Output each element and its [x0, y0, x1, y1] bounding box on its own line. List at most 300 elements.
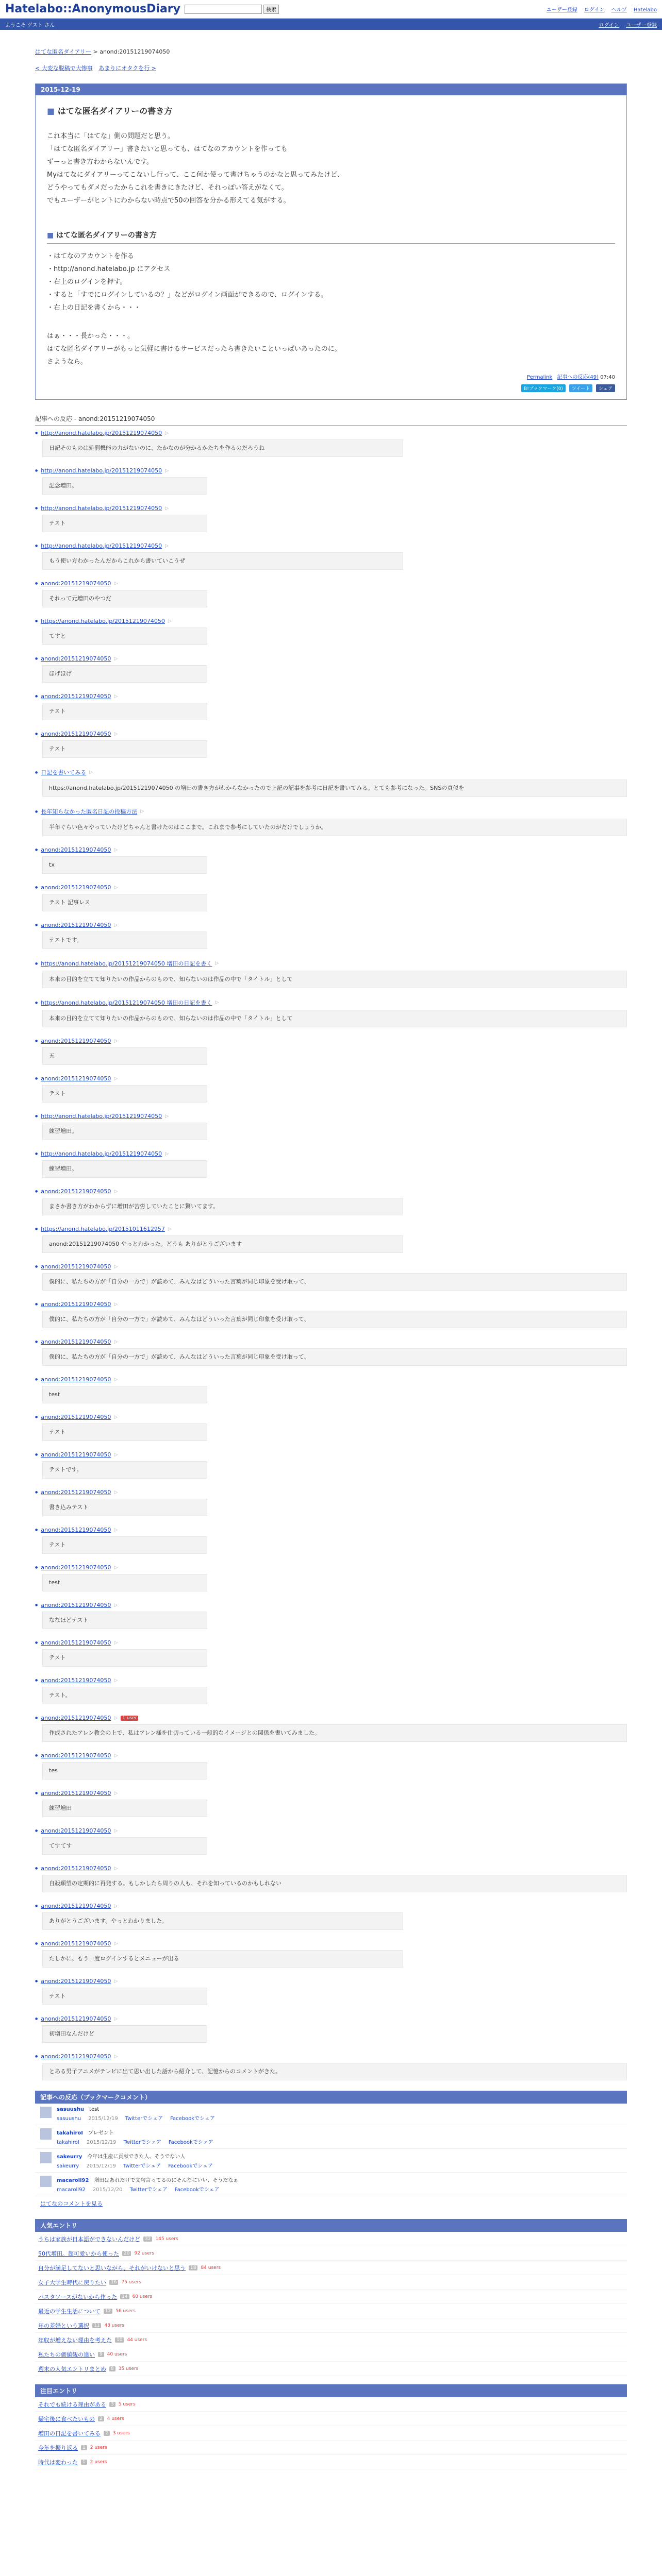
users-badge[interactable]: 56 users — [115, 2308, 136, 2314]
comment-item — [35, 580, 627, 607]
comment-link[interactable]: ● anond:20151219074050 — [41, 1677, 111, 1684]
comment-link[interactable]: ● anond:20151219074050 — [41, 1451, 111, 1458]
reply-arrow-icon[interactable]: ▷ — [114, 1677, 118, 1683]
comment-title — [35, 2053, 627, 2060]
comment-link[interactable]: ● https://anond.hatelabo.jp/20151219074050 増田の日記を書く — [41, 960, 212, 967]
reply-arrow-icon[interactable]: ▷ — [168, 618, 172, 624]
reply-arrow-icon[interactable]: ▷ — [114, 1414, 118, 1420]
bookmark-button[interactable]: B!ブックマーク(0) — [521, 384, 566, 392]
reply-arrow-icon[interactable]: ▷ — [114, 1452, 118, 1458]
comment-item — [35, 1639, 627, 1667]
bookmark-user[interactable]: sakeurry — [57, 2154, 82, 2160]
help-link[interactable]: ヘルプ — [611, 7, 627, 13]
comment-link[interactable]: ● 日記を書いてみる — [41, 769, 87, 776]
comment-body: 作成されたアレン教会の上で、私はアレン様を仕切っている一般的なイメージとの関係を書いてみました。 — [42, 1724, 627, 1742]
users-badge[interactable]: 92 users — [134, 2250, 155, 2256]
comment-link[interactable]: ● https://anond.hatelabo.jp/20151011612957 — [41, 1226, 165, 1232]
reply-arrow-icon[interactable]: ▷ — [215, 1000, 219, 1005]
comment-item — [35, 693, 627, 720]
reply-arrow-icon[interactable]: ▷ — [215, 961, 219, 966]
comment-link[interactable]: ● http://anond.hatelabo.jp/20151219074050 — [41, 1113, 162, 1120]
comment-item — [35, 1489, 627, 1516]
comment-item — [35, 618, 627, 645]
ranking-link[interactable]: パスタソースがないから作った — [38, 2293, 118, 2300]
reply-arrow-icon[interactable]: ▷ — [114, 1489, 118, 1495]
reply-arrow-icon[interactable]: ▷ — [114, 1189, 118, 1194]
register-link-2[interactable]: ユーザー登録 — [626, 22, 657, 28]
search-input[interactable] — [185, 5, 262, 14]
ranking-row — [35, 2441, 627, 2455]
comment-link[interactable]: ● http://anond.hatelabo.jp/20151219074050 — [41, 1150, 162, 1157]
reply-arrow-icon[interactable]: ▷ — [114, 1038, 118, 1044]
comment-link[interactable]: ● anond:20151219074050 — [41, 2015, 111, 2022]
bookmark-comment: test — [89, 2107, 100, 2112]
reply-arrow-icon[interactable]: ▷ — [114, 1866, 118, 1871]
responses-link[interactable]: 記事への反応(49) — [557, 375, 599, 380]
comment-link[interactable]: ● anond:20151219074050 — [41, 1301, 111, 1308]
comment-item — [35, 505, 627, 532]
comment-title — [35, 1301, 627, 1308]
comment-body: テスト — [42, 1988, 207, 2005]
comment-link[interactable]: ● anond:20151219074050 — [41, 1038, 111, 1044]
reply-arrow-icon[interactable]: ▷ — [165, 430, 169, 436]
comment-item — [35, 884, 627, 911]
facebook-share-button[interactable]: シェア — [596, 384, 615, 392]
comment-item — [35, 430, 627, 457]
bookmark-line — [57, 2107, 222, 2112]
count-badge: 10 — [115, 2337, 124, 2343]
entry-intro: これ本当に「はてな」側の問題だと思う。 「はてな匿名ダイアリー」書きたいと思っても、はてなのアカウントを作っても ずーっと書き方わからないんです。 Myはてなにダイアリーってこないし行って、ここ何か使って書けちゃうのかなと思ってみたけど、 どうやってもダメだったからこれを書きにきたけど、それっぽい答えがなくて。 でもユーザーがヒントにわからない時点で50の回答を分かる形えてる気がする。 — [47, 132, 344, 205]
reply-arrow-icon[interactable]: ▷ — [114, 656, 118, 662]
comment-link[interactable]: ● anond:20151219074050 — [41, 1075, 111, 1082]
ranking-row — [35, 2318, 627, 2333]
bookmark-user-link[interactable]: sakeurry — [57, 2163, 79, 2169]
reply-arrow-icon[interactable]: ▷ — [165, 468, 169, 473]
users-badge[interactable]: 2 users — [90, 2445, 107, 2450]
comment-link[interactable]: ● anond:20151219074050 — [41, 1263, 111, 1270]
comment-title — [35, 618, 627, 624]
ranking-row — [35, 2275, 627, 2290]
ranking-link[interactable]: 年の差婚という選択 — [38, 2322, 89, 2329]
comment-item — [35, 846, 627, 874]
avatar[interactable] — [40, 2107, 52, 2118]
comment-body: テスト。 — [42, 1687, 207, 1704]
comment-title — [35, 693, 627, 700]
bookmark-user-link[interactable]: takahiroI — [57, 2140, 79, 2145]
ranking-link[interactable]: うちは家族が日本語ができないんだけど — [38, 2235, 140, 2243]
comment-body: とある男子アニメがテレビに出て思い出した話から紹介して、記憶からのコメントがきた。 — [42, 2063, 627, 2080]
bookmark-row — [35, 2125, 627, 2149]
facebook-share-link[interactable]: Facebookでシェア — [174, 2187, 220, 2193]
hatelabo-link[interactable]: Hatelabo — [633, 7, 657, 13]
reply-arrow-icon[interactable]: ▷ — [114, 1715, 118, 1721]
comment-item — [35, 1113, 627, 1140]
site-logo[interactable]: Hatelabo::AnonymousDiary — [5, 3, 180, 15]
comment-body: テスト — [42, 740, 207, 758]
users-badge[interactable]: 4 users — [107, 2416, 124, 2421]
users-badge[interactable]: 3 users — [112, 2430, 130, 2436]
reply-arrow-icon[interactable]: ▷ — [114, 581, 118, 586]
comment-title — [35, 430, 627, 436]
ranking-link[interactable]: それでも続ける理由がある — [38, 2401, 106, 2408]
comment-title — [35, 1376, 627, 1383]
comment-link[interactable]: ● anond:20151219074050 — [41, 1940, 111, 1947]
comment-link[interactable]: ● anond:20151219074050 — [41, 846, 111, 853]
comment-title — [35, 1451, 627, 1458]
comment-title — [35, 1827, 627, 1834]
comment-link[interactable]: ● anond:20151219074050 — [41, 1564, 111, 1571]
comment-body: 記念増田。 — [42, 477, 207, 495]
comment-title — [35, 959, 627, 968]
facebook-share-link[interactable]: Facebookでシェア — [168, 2140, 213, 2145]
ranking-link[interactable]: 増田の日記を書いてみる — [38, 2430, 101, 2437]
user-count-badge[interactable]: 1 user — [121, 1716, 138, 1721]
comment-link[interactable]: ● https://anond.hatelabo.jp/20151219074050 — [41, 618, 165, 624]
search-button[interactable]: 検索 — [263, 5, 279, 14]
comment-item — [35, 1038, 627, 1065]
reply-arrow-icon[interactable]: ▷ — [114, 1903, 118, 1909]
comment-item — [35, 1414, 627, 1441]
twitter-share-link[interactable]: Twitterでシェア — [129, 2187, 168, 2193]
reply-arrow-icon[interactable]: ▷ — [114, 731, 118, 737]
bookmark-heading: 記事への反応（ブックマークコメント） — [35, 2091, 627, 2104]
reply-arrow-icon[interactable]: ▷ — [114, 1602, 118, 1608]
reply-arrow-icon[interactable]: ▷ — [89, 770, 93, 775]
comment-item — [35, 655, 627, 683]
reply-arrow-icon[interactable]: ▷ — [114, 1565, 118, 1570]
comment-body: test — [42, 1574, 207, 1591]
comment-body: https://anond.hatelabo.jp/20151219074050 の増田の書き方がわからなかったので上記の記事を参考に日記を書いてみる。とても参考になった。SNSの真似を — [42, 779, 627, 797]
header — [0, 0, 662, 19]
comment-item — [35, 768, 627, 797]
entry-footer — [47, 372, 615, 380]
reply-arrow-icon[interactable]: ▷ — [114, 1264, 118, 1269]
comment-link[interactable]: ● https://anond.hatelabo.jp/20151219074050 増田の日記を書く — [41, 999, 212, 1006]
comment-title — [35, 1038, 627, 1044]
bookmark-user-link[interactable]: macaroll92 — [57, 2187, 86, 2193]
comment-item — [35, 959, 627, 988]
comment-body: ほげほげ — [42, 665, 207, 683]
comment-link[interactable]: ● anond:20151219074050 — [41, 1188, 111, 1195]
register-link[interactable]: ユーザー登録 — [546, 7, 577, 13]
count-badge: 8 — [109, 2366, 115, 2371]
reply-arrow-icon[interactable]: ▷ — [114, 1076, 118, 1081]
twitter-share-link[interactable]: Twitterでシェア — [125, 2116, 163, 2122]
reply-arrow-icon[interactable]: ▷ — [165, 505, 169, 511]
bookmark-line — [57, 2152, 220, 2160]
reply-arrow-icon[interactable]: ▷ — [114, 1941, 118, 1946]
users-badge[interactable]: 84 users — [201, 2265, 221, 2270]
count-badge: 3 — [109, 2402, 115, 2407]
users-badge[interactable]: 44 users — [127, 2337, 147, 2343]
reply-arrow-icon[interactable]: ▷ — [114, 693, 118, 699]
comment-title — [35, 998, 627, 1007]
ranking-link[interactable]: 年収が増えない理由を考えた — [38, 2336, 112, 2344]
ranking-link[interactable]: 今年を振り返る — [38, 2444, 78, 2451]
comment-link[interactable]: ● anond:20151219074050 — [41, 1978, 111, 1985]
comment-item — [35, 1978, 627, 2005]
ranking-link[interactable]: 週末の人気エントリまとめ — [38, 2365, 106, 2372]
comment-body: 書き込みテスト — [42, 1499, 207, 1516]
comment-link[interactable]: ● http://anond.hatelabo.jp/20151219074050 — [41, 543, 162, 549]
ranking-row — [35, 2347, 627, 2362]
reply-arrow-icon[interactable]: ▷ — [165, 1113, 169, 1119]
comment-body: ななほどテスト — [42, 1612, 207, 1629]
comment-item — [35, 1263, 627, 1291]
users-badge[interactable]: 35 users — [118, 2366, 139, 2371]
ranking-link[interactable]: 帰宅後に食べたいもの — [38, 2415, 95, 2422]
ranking-row — [35, 2304, 627, 2318]
comment-link[interactable]: ● anond:20151219074050 — [41, 2053, 111, 2060]
comment-link[interactable]: ● http://anond.hatelabo.jp/20151219074050 — [41, 505, 162, 512]
comment-link[interactable]: ● anond:20151219074050 — [41, 693, 111, 700]
ranking-row — [35, 2290, 627, 2304]
count-badge: 14 — [120, 2294, 129, 2299]
bookmark-meta — [57, 2114, 222, 2122]
reply-arrow-icon[interactable]: ▷ — [114, 1978, 118, 1984]
comment-link[interactable]: ● anond:20151219074050 — [41, 1338, 111, 1345]
users-badge[interactable]: 2 users — [90, 2459, 107, 2465]
recent-entries — [35, 2384, 627, 2469]
comment-link[interactable]: ● http://anond.hatelabo.jp/20151219074050 — [41, 467, 162, 474]
avatar[interactable] — [40, 2152, 52, 2163]
comment-item — [35, 731, 627, 758]
comment-title — [35, 1752, 627, 1759]
comment-link[interactable]: ● anond:20151219074050 — [41, 884, 111, 891]
ranking-row — [35, 2362, 627, 2376]
bookmark-date: 2015/12/19 — [86, 2163, 116, 2169]
comment-link[interactable]: ● 長年知らなかった匿名日記の投稿方法 — [41, 808, 138, 815]
comment-title — [35, 1527, 627, 1533]
bookmark-row — [35, 2173, 627, 2196]
comment-title — [35, 1903, 627, 1909]
bookmark-line — [57, 2128, 221, 2136]
comment-link[interactable]: ● anond:20151219074050 — [41, 1865, 111, 1872]
users-badge[interactable]: 75 users — [121, 2279, 142, 2285]
reply-arrow-icon[interactable]: ▷ — [114, 1301, 118, 1307]
comment-title — [35, 1113, 627, 1120]
comment-title — [35, 1226, 627, 1232]
entry-nav — [35, 64, 627, 72]
comment-body: 僕的に、私たちの方が「自分の一方で」が読めて、みんなはどういった言葉が同じ印象を受け取って、 — [42, 1273, 627, 1291]
comment-link[interactable]: ● anond:20151219074050 — [41, 1790, 111, 1797]
tweet-button[interactable]: ツイート — [569, 384, 593, 392]
permalink[interactable]: Permalink — [526, 375, 553, 380]
comment-body: 本来の目的を立てて知りたいの作品からのもので、知らないのは作品の中で「タイトル」として — [42, 1010, 627, 1027]
comment-title — [35, 1940, 627, 1947]
comment-item — [35, 998, 627, 1027]
reply-arrow-icon[interactable]: ▷ — [114, 922, 118, 928]
comment-body: テスト — [42, 1536, 207, 1554]
comment-link[interactable]: ● anond:20151219074050 — [41, 1376, 111, 1383]
ranking-link[interactable]: 女子大学生時代に戻りたい — [38, 2279, 106, 2286]
comment-link[interactable]: ● anond:20151219074050 — [41, 1527, 111, 1533]
reply-arrow-icon[interactable]: ▷ — [114, 1527, 118, 1533]
comment-body: たしかに。もう一度ログインするとメニューが出る — [42, 1950, 403, 1968]
count-badge: 1 — [81, 2445, 87, 2450]
comment-link[interactable]: ● anond:20151219074050 — [41, 655, 111, 662]
sub-bar-links — [593, 21, 657, 28]
ranking-link[interactable]: 最近の学生生活について — [38, 2308, 101, 2315]
comment-title — [35, 467, 627, 474]
comment-title — [35, 922, 627, 928]
bookmark-user[interactable]: sasuushu — [57, 2107, 85, 2112]
more-bookmarks-link[interactable]: はてなのコメントを見る — [40, 2200, 103, 2207]
comment-item — [35, 1451, 627, 1479]
reply-arrow-icon[interactable]: ▷ — [168, 1226, 172, 1232]
twitter-share-link[interactable]: Twitterでシェア — [123, 2140, 161, 2145]
comment-link[interactable]: ● http://anond.hatelabo.jp/20151219074050 — [41, 430, 162, 436]
reply-arrow-icon[interactable]: ▷ — [165, 1151, 169, 1157]
comment-title — [35, 1338, 627, 1345]
comment-title — [35, 1790, 627, 1797]
reply-arrow-icon[interactable]: ▷ — [114, 1640, 118, 1646]
comment-item — [35, 1527, 627, 1554]
comment-item — [35, 1940, 627, 1968]
facebook-share-link[interactable]: Facebookでシェア — [168, 2163, 213, 2169]
comment-title — [35, 505, 627, 512]
ranking-row — [35, 2455, 627, 2469]
login-link[interactable]: ログイン — [584, 7, 605, 13]
count-badge: 1 — [81, 2460, 87, 2465]
ranking-row — [35, 2397, 627, 2412]
comment-body: 練習増田 — [42, 1800, 207, 1817]
comment-body: 本来の目的を立てて知りたいの作品からのもので、知らないのは作品の中で「タイトル」として — [42, 971, 627, 988]
comment-body: まさか書き方がわからずに増田が苦労していたことに驚いてます。 — [42, 1198, 403, 1215]
comment-title — [35, 1075, 627, 1082]
bookmark-content — [57, 2152, 220, 2169]
bookmark-content — [57, 2107, 222, 2122]
comment-item — [35, 1677, 627, 1704]
comments-list — [35, 430, 627, 2080]
reply-arrow-icon[interactable]: ▷ — [114, 885, 118, 890]
share-buttons — [47, 384, 615, 392]
recent-heading: 注目エントリ — [35, 2384, 627, 2397]
comment-body: もう使い方わかったんだからこれから書いていこうぜ — [42, 552, 403, 570]
comment-link[interactable]: ● anond:20151219074050 — [41, 1489, 111, 1496]
ranking-row — [35, 2333, 627, 2347]
bookmark-date: 2015/12/19 — [86, 2140, 117, 2145]
reply-arrow-icon[interactable]: ▷ — [114, 1790, 118, 1796]
ranking-row — [35, 2232, 627, 2246]
entry-date: 2015-12-19 — [36, 84, 626, 95]
reply-arrow-icon[interactable]: ▷ — [140, 809, 144, 814]
entry-body — [36, 95, 626, 399]
comment-item — [35, 1790, 627, 1817]
comment-body: テスト — [42, 703, 207, 720]
comment-body: てすと — [42, 628, 207, 645]
comment-title — [35, 1564, 627, 1571]
comment-title — [35, 731, 627, 737]
bookmark-meta — [57, 2138, 221, 2145]
breadcrumb-home[interactable]: はてな匿名ダイアリー — [35, 48, 92, 55]
avatar[interactable] — [40, 2176, 52, 2187]
comment-body: テスト — [42, 1649, 207, 1667]
comments-heading: 記事への反応 - anond:20151219074050 — [35, 414, 627, 426]
reply-arrow-icon[interactable]: ▷ — [114, 2016, 118, 2022]
bookmark-user[interactable]: macaroll92 — [57, 2178, 89, 2183]
ranking-link[interactable]: 私たちの価値観の違い — [38, 2351, 95, 2358]
comment-item — [35, 1564, 627, 1591]
users-badge[interactable]: 145 users — [155, 2236, 178, 2242]
comment-link[interactable]: ● anond:20151219074050 — [41, 1715, 111, 1721]
comment-link[interactable]: ● anond:20151219074050 — [41, 1903, 111, 1909]
avatar[interactable] — [40, 2128, 52, 2140]
reply-arrow-icon[interactable]: ▷ — [114, 2054, 118, 2059]
count-badge: 16 — [109, 2280, 118, 2285]
comment-body: anond:20151219074050 やっとわかった。どうも ありがとうございます — [42, 1235, 403, 1253]
comment-link[interactable]: ● anond:20151219074050 — [41, 1752, 111, 1759]
reply-arrow-icon[interactable]: ▷ — [165, 543, 169, 549]
reply-arrow-icon[interactable]: ▷ — [114, 847, 118, 853]
users-badge[interactable]: 48 users — [104, 2323, 125, 2328]
comment-item — [35, 1827, 627, 1855]
comment-link[interactable]: ● anond:20151219074050 — [41, 922, 111, 928]
comment-link[interactable]: ● anond:20151219074050 — [41, 731, 111, 737]
entry-outro: はぁ・・・長かった・・・。 はてな匿名ダイアリーがもっと気軽に書けるサービスだったら書きたいこといっぱいあったのに。 さようなら。 — [47, 332, 341, 366]
bookmark-user-link[interactable]: sasuushu — [57, 2116, 81, 2122]
reply-arrow-icon[interactable]: ▷ — [114, 1377, 118, 1382]
comment-link[interactable]: ● anond:20151219074050 — [41, 1602, 111, 1608]
comment-body: テストです。 — [42, 1461, 207, 1479]
comment-item — [35, 1865, 627, 1892]
comment-link[interactable]: ● anond:20151219074050 — [41, 580, 111, 587]
comment-item — [35, 1715, 627, 1742]
prev-entry-link[interactable]: < 大変な脱稿で大惨事 — [35, 65, 93, 72]
users-badge[interactable]: 40 users — [107, 2351, 127, 2357]
reply-arrow-icon[interactable]: ▷ — [114, 1339, 118, 1345]
top-links — [541, 5, 657, 13]
comment-item — [35, 1903, 627, 1930]
comment-item — [35, 1226, 627, 1253]
ranking-link[interactable]: 自分が満足してないと思いながら、それがいけないと思う — [38, 2264, 186, 2272]
comment-item — [35, 1752, 627, 1780]
comment-title — [35, 1715, 627, 1721]
bookmark-row — [35, 2104, 627, 2125]
bookmark-user[interactable]: takahiroI — [57, 2130, 83, 2136]
facebook-share-link[interactable]: Facebookでシェア — [170, 2116, 215, 2122]
comment-body: テストです。 — [42, 931, 207, 949]
comment-link[interactable]: ● anond:20151219074050 — [41, 1639, 111, 1646]
twitter-share-link[interactable]: Twitterでシェア — [123, 2163, 161, 2169]
users-badge[interactable]: 60 users — [132, 2294, 153, 2299]
comment-body: tes — [42, 1762, 207, 1780]
bookmark-row — [35, 2149, 627, 2173]
comment-item — [35, 2053, 627, 2080]
comment-title — [35, 543, 627, 549]
reply-arrow-icon[interactable]: ▷ — [114, 1753, 118, 1758]
comment-item — [35, 1338, 627, 1366]
comment-item — [35, 467, 627, 495]
comment-link[interactable]: ● anond:20151219074050 — [41, 1827, 111, 1834]
entry-title[interactable]: ■ はてな匿名ダイアリーの書き方 — [47, 105, 615, 116]
comment-item — [35, 1075, 627, 1103]
comment-body: てすてす — [42, 1837, 207, 1855]
comment-title — [35, 846, 627, 853]
comment-title — [35, 807, 627, 816]
comment-link[interactable]: ● anond:20151219074050 — [41, 1414, 111, 1420]
users-badge[interactable]: 5 users — [118, 2401, 136, 2407]
comment-title — [35, 768, 627, 776]
bookmark-meta — [57, 2185, 238, 2193]
login-link-2[interactable]: ログイン — [599, 22, 619, 28]
comment-title — [35, 1677, 627, 1684]
reply-arrow-icon[interactable]: ▷ — [114, 1828, 118, 1834]
ranking-link[interactable]: 50代増田。超可愛いから使った — [38, 2250, 119, 2257]
next-entry-link[interactable]: あまりにオタクを行 > — [98, 65, 156, 72]
bookmark-content — [57, 2128, 221, 2145]
ranking-link[interactable]: 時代は変わった — [38, 2459, 78, 2466]
